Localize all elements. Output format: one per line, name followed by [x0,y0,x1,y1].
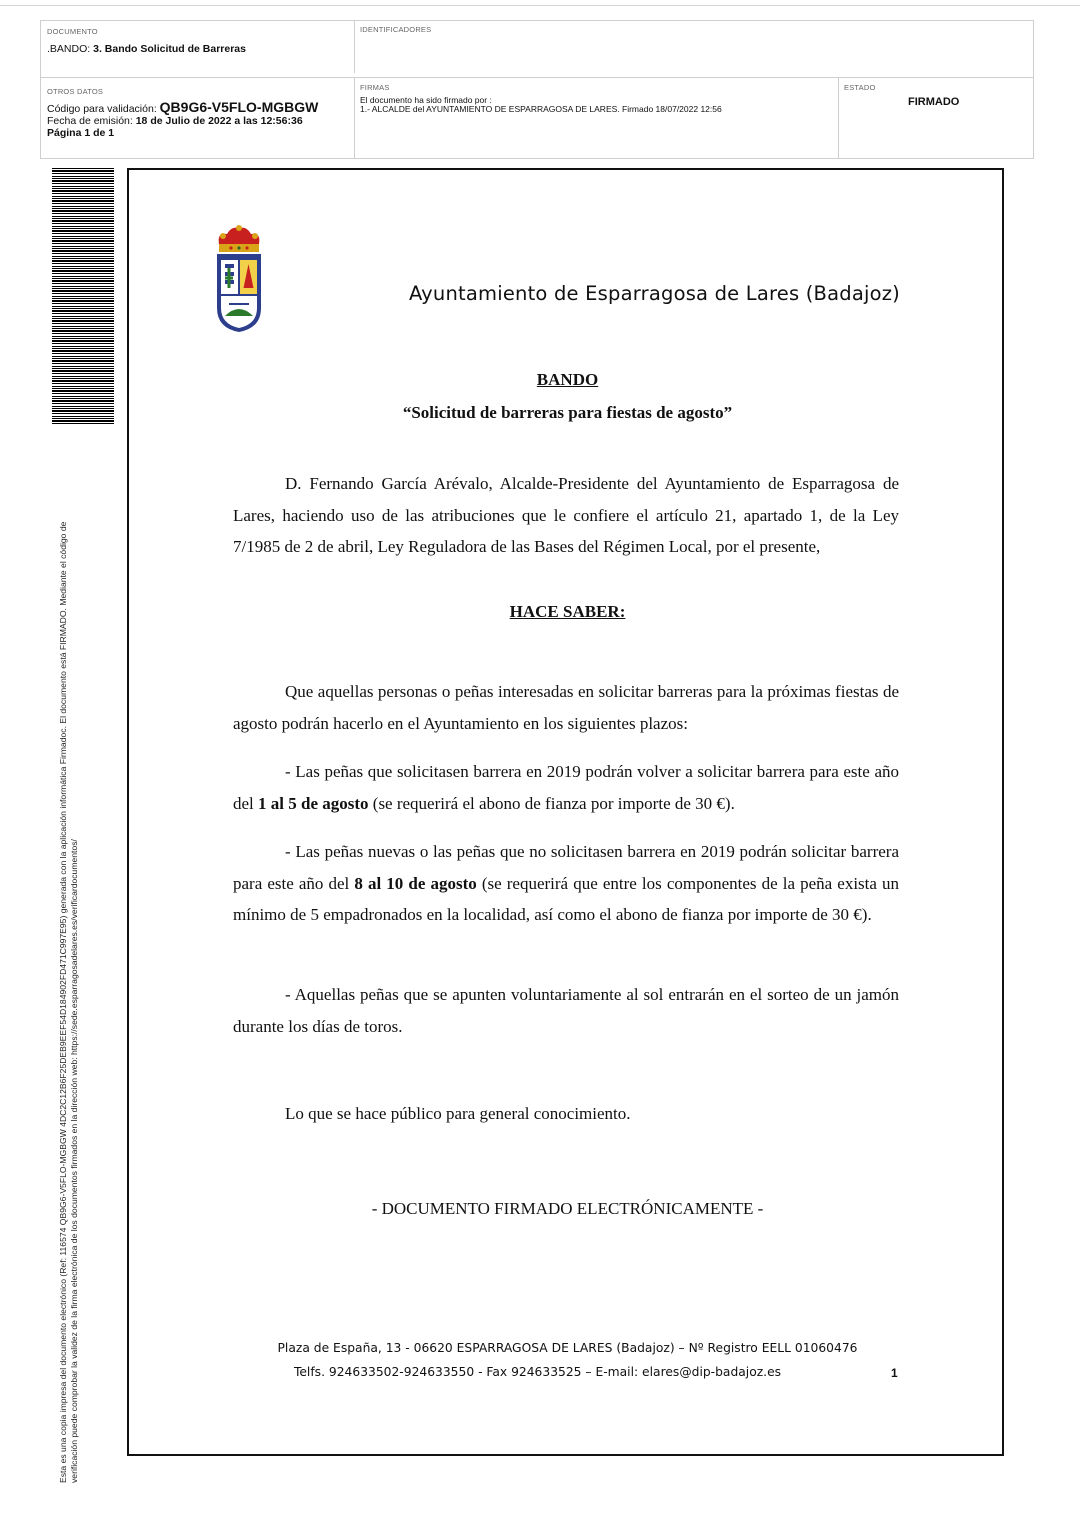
letter-page [127,168,1004,1456]
footer-address: Plaza de España, 13 - 06620 ESPARRAGOSA DE LARES (Badajoz) – Nº Registro EELL 01060476 [277,1341,858,1355]
document-header-table [40,20,1034,159]
verification-side-note: Esta es una copia impresa del documento electrónico (Ref: 116574 QB9G6-V5FLO-MGBGW 4DC2C12B6F25DEB9EEF54D184902FD471C997E95) generada con la aplicación informática Firmadoc. El documento está FIRMADO. Mediante el código de verificación puede comprobar la validez de la firma electrónica de los documentos firmados en la dirección web: https://sede.esparragosadelares.es/verificardocumentos/ [58,521,79,1483]
fecha-emision: Fecha de emisión: 18 de Julio de 2022 a las 12:56:36 [47,115,303,127]
intro-paragraph: D. Fernando García Arévalo, Alcalde-Presidente del Ayuntamiento de Esparragosa de Lares, haciendo uso de las atribuciones que le confiere el artículo 21, apartado 1, de la Ley 7/1985 de 2 de abril, Ley Reguladora de las Bases del Régimen Local, por el presente, [233,474,899,556]
pagina-info: Página 1 de 1 [47,127,115,139]
page-number: 1 [891,1366,898,1380]
estado-label: ESTADO [844,83,876,92]
hace-saber-heading: HACE SABER: [509,602,626,621]
paragraph-sorteo: - Aquellas peñas que se apunten voluntariamente al sol entrarán en el sorteo de un jamón durante los días de toros. [233,985,899,1036]
footer-contact: Telfs. 924633502-924633550 - Fax 924633525 – E-mail: elares@dip-badajoz.es [293,1365,782,1379]
closing-line: Lo que se hace público para general conocimiento. [285,1104,631,1123]
barcode-icon [52,168,114,426]
paragraph-penas-nuevas: - Las peñas nuevas o las peñas que no solicitasen barrera en 2019 podrán solicitar barrera para este año del 8 al 10 de agosto (se requerirá que entre los componentes de la peña exista un mínimo de 5 empadronados en la localidad, así como el abono de fianza por importe de 30 €). [233,842,900,924]
codigo-validacion: Código para validación: QB9G6-V5FLO-MGBGW [47,99,319,115]
town-hall-name: Ayuntamiento de Esparragosa de Lares (Badajoz) [408,282,900,305]
top-divider [0,5,1080,6]
documento-value: .BANDO: 3. Bando Solicitud de Barreras [47,43,246,55]
firmas-line-2: 1.- ALCALDE del AYUNTAMIENTO DE ESPARRAGOSA DE LARES. Firmado 18/07/2022 12:56 [360,104,722,114]
otros-datos-cell [41,77,355,159]
signed-notice: - DOCUMENTO FIRMADO ELECTRÓNICAMENTE - [371,1199,764,1218]
firmas-line-1: El documento ha sido firmado por : [360,95,492,105]
bando-title: BANDO [536,370,599,389]
estado-cell [839,77,1033,159]
coat-of-arms-icon [213,224,265,336]
firmas-cell [355,77,839,159]
identificadores-label: IDENTIFICADORES [360,25,432,34]
firmas-label: FIRMAS [360,83,390,92]
estado-value: FIRMADO [908,96,960,108]
otros-datos-label: OTROS DATOS [47,87,104,96]
paragraph-penas-2019: - Las peñas que solicitasen barrera en 2019 podrán volver a solicitar barrera para este año del 1 al 5 de agosto (se requerirá el abono de fianza por importe de 30 €). [233,762,899,813]
bando-subtitle: “Solicitud de barreras para fiestas de agosto” [402,403,733,422]
documento-label: DOCUMENTO [47,27,98,36]
paragraph-plazos: Que aquellas personas o peñas interesadas en solicitar barreras para la próximas fiestas de agosto podrán hacerlo en el Ayuntamiento en los siguientes plazos: [233,682,899,733]
identificadores-cell [355,21,1033,73]
documento-cell [41,21,355,73]
